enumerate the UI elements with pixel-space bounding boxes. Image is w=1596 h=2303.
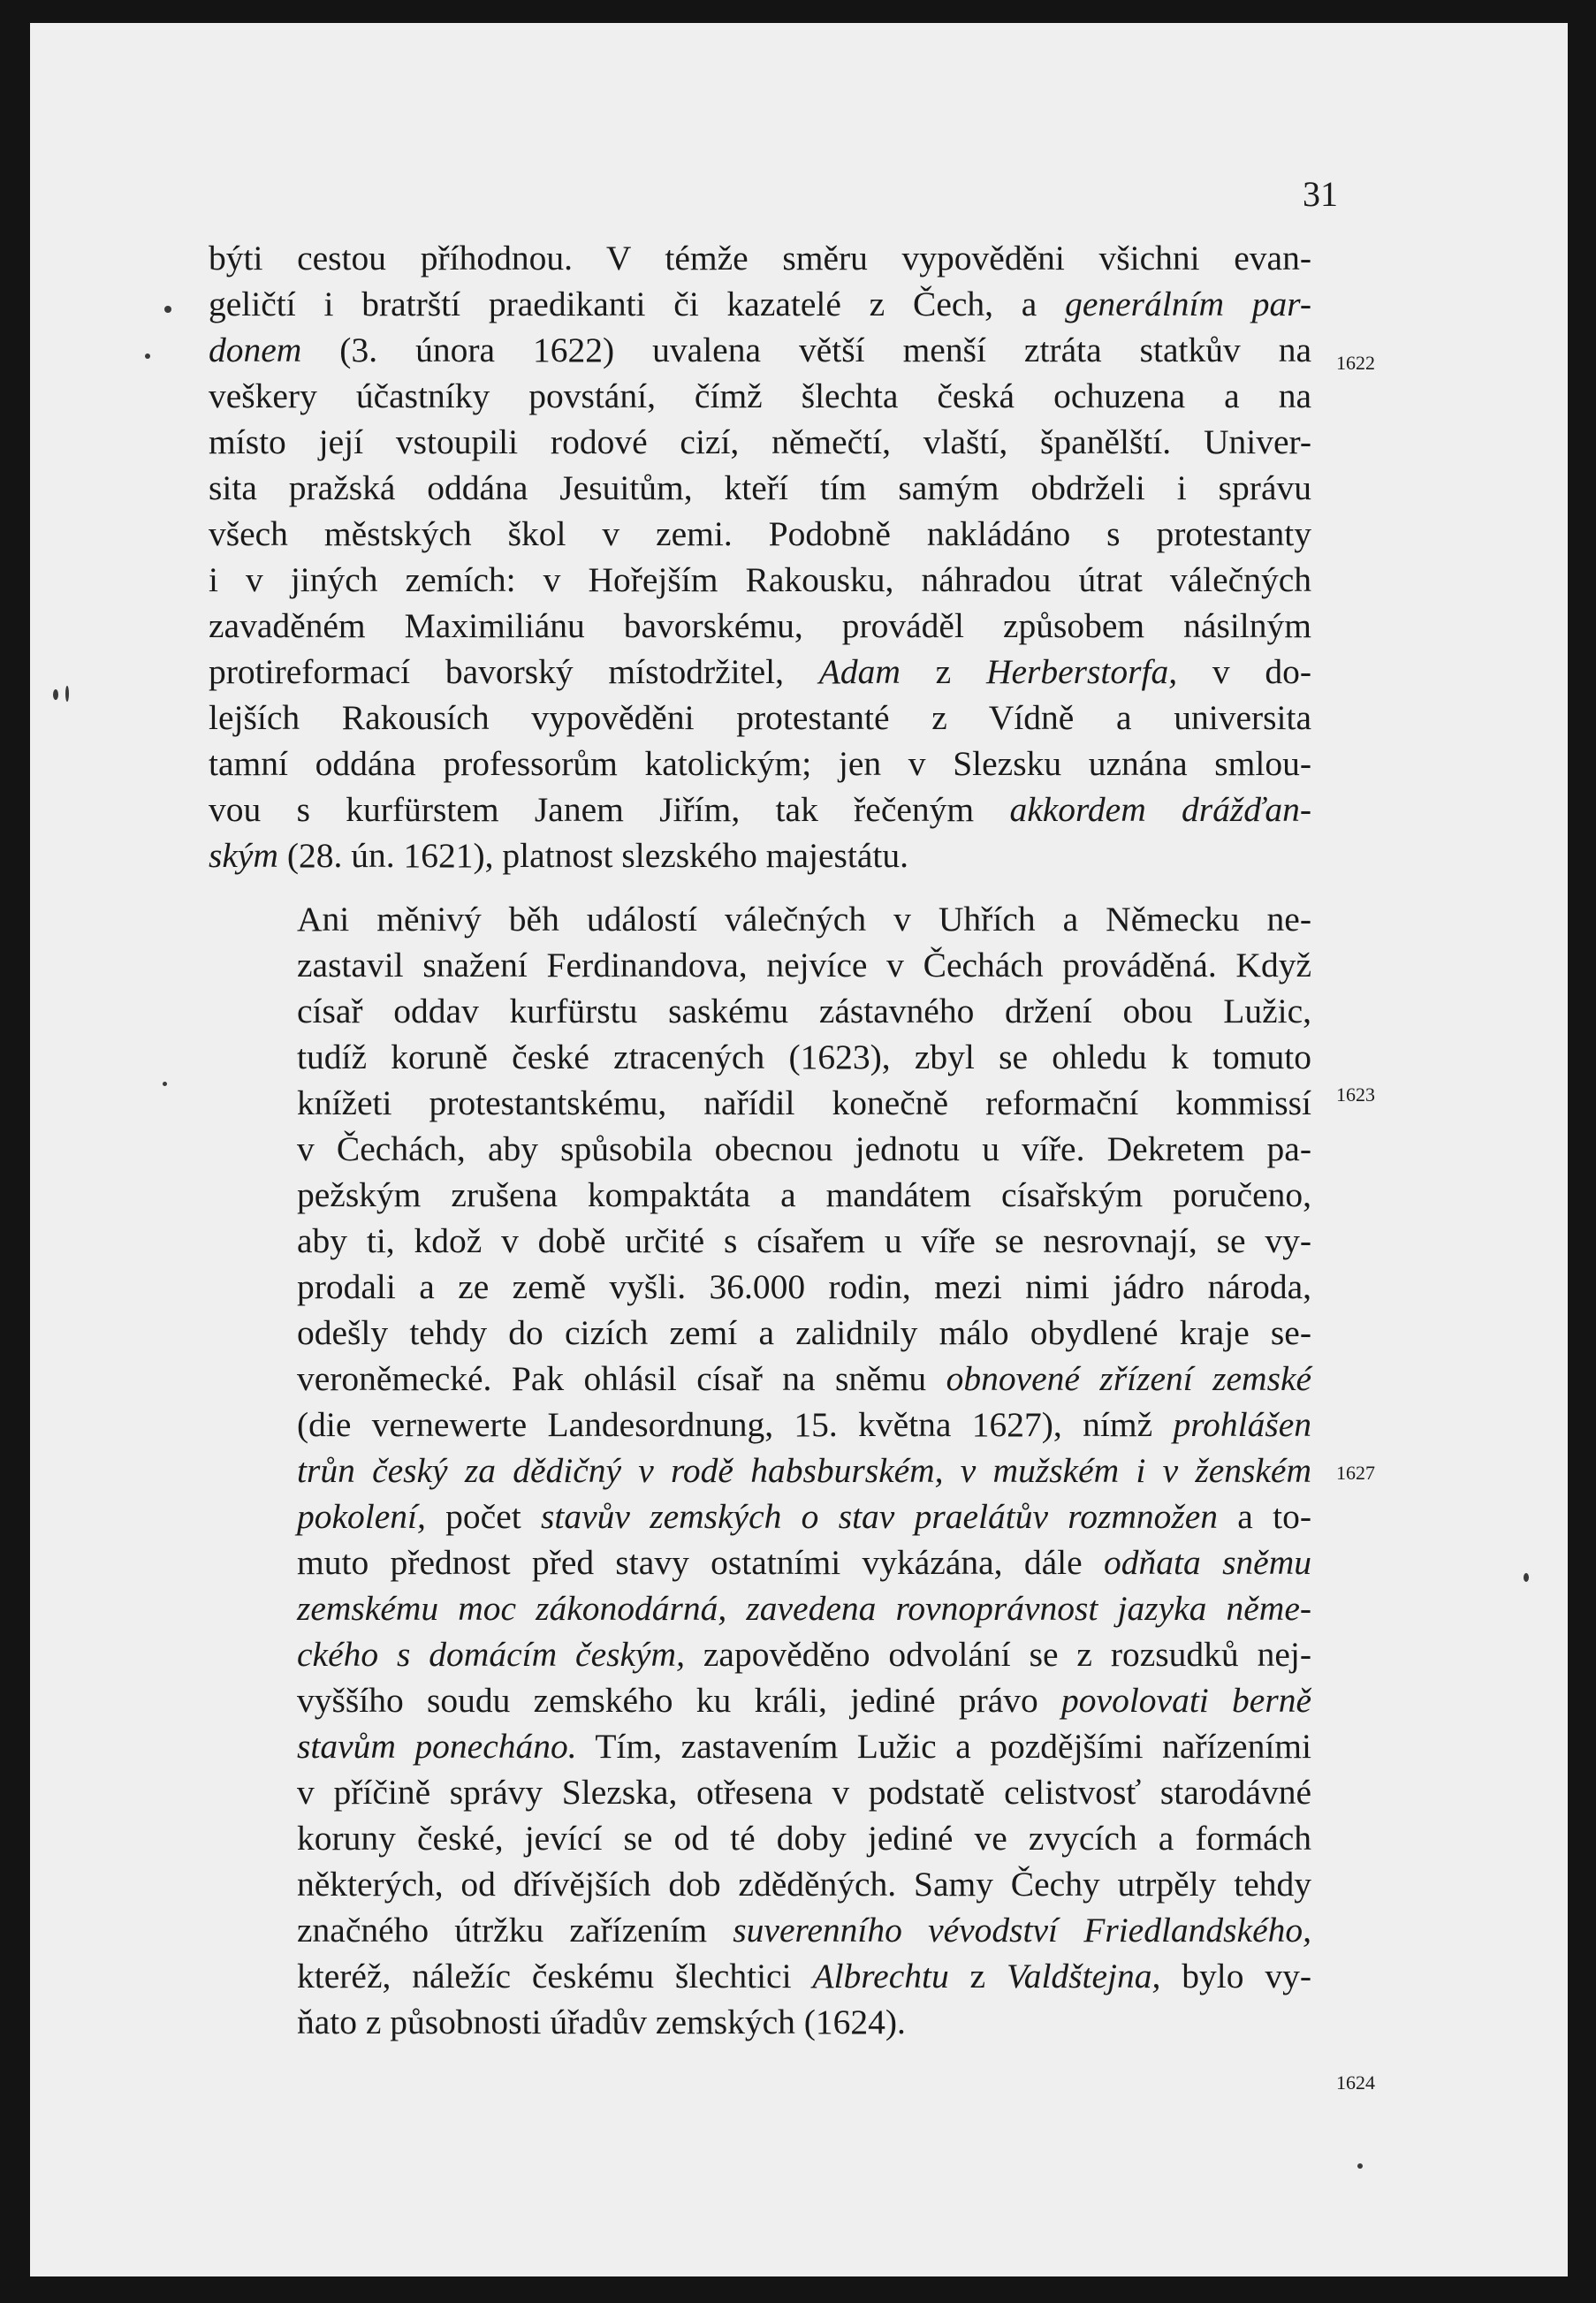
text-line: vyššího soudu zemského ku králi, jediné právo povolovati berně — [297, 1681, 1311, 1720]
text-line: tudíž koruně české ztracených (1623), zbyl se ohledu k tomuto — [297, 1037, 1311, 1076]
text-line: značného útržku zařízením suverenního vévodství Friedlandského, — [297, 1911, 1311, 1950]
text-line: pežským zrušena kompaktáta a mandátem císařským poručeno, — [297, 1175, 1311, 1214]
text-line: ckého s domácím českým, zapověděno odvolání se z rozsudků nej- — [297, 1635, 1311, 1674]
text-line: císař oddav kurfürstu saskému zástavného držení obou Lužic, — [297, 992, 1311, 1030]
scan-speck — [163, 1082, 167, 1086]
text-line: v Čechách, aby spůsobila obecnou jednotu u víře. Dekretem pa- — [297, 1129, 1311, 1168]
text-line: pokolení, počet stavův zemských o stav praelátův rozmnožen a to- — [297, 1497, 1311, 1536]
text-line: ňato z působnosti úřadův zemských (1624). — [297, 2003, 906, 2041]
text-line: koruny české, jevící se od té doby jediné ve zvycích a formách — [297, 1819, 1311, 1858]
scan-speck — [65, 686, 69, 702]
margin-year-1627: 1627 — [1336, 1462, 1375, 1484]
text-line: odešly tehdy do cizích zemí a zalidnily málo obydlené kraje se- — [297, 1313, 1311, 1352]
text-line: muto přednost před stavy ostatními vykázána, dále odňata sněmu — [297, 1543, 1311, 1582]
italic-term: trůn český za dědičný v rodě habsburském, v mužském i v ženském — [297, 1451, 1311, 1490]
italic-term: prohlášen — [1173, 1405, 1311, 1444]
text-line — [209, 1585, 1311, 1631]
italic-term: ckého s domácím českým, — [297, 1635, 685, 1674]
italic-term: Herberstorfa, — [985, 652, 1178, 691]
text-line: geličtí i bratrští praedikanti či kazatelé z Čech, a generálním par- — [209, 285, 1311, 323]
italic-term: ským — [209, 836, 278, 875]
italic-term: odňata sněmu — [1104, 1543, 1311, 1582]
body-text — [209, 235, 1311, 2045]
text-line: stavům ponecháno. Tím, zastavením Lužic a pozdějšími nařízeními — [297, 1727, 1312, 1766]
page-number: 31 — [1303, 174, 1338, 214]
paragraph-1 — [209, 235, 1311, 878]
italic-term: obnovené zřízení zemské — [946, 1359, 1312, 1398]
italic-term: Adam — [818, 652, 901, 691]
paragraph-2 — [209, 896, 1311, 2045]
scan-speck — [164, 306, 171, 313]
scan-speck — [1357, 2163, 1363, 2169]
italic-term: zavedena rovnoprávnost jazyka něme- — [746, 1589, 1312, 1628]
text-line: protireformací bavorský místodržitel, Adam z Herberstorfa, v do- — [209, 652, 1311, 691]
text-line: (die vernewerte Landesordnung, 15. května 1627), nímž prohlášen — [297, 1405, 1311, 1444]
text-line: zavaděném Maximiliánu bavorskému, prováděl způsobem násilným — [209, 606, 1311, 645]
italic-term: Albrechtu — [812, 1957, 949, 1995]
text-line: Ani měnivý běh událostí válečných v Uhřích a Německu ne- — [297, 900, 1311, 939]
text-line: zastavil snažení Ferdinandova, nejvíce v Čechách prováděná. Když — [297, 946, 1311, 984]
text-line: donem (3. února 1622) uvalena větší menší ztráta statkův na — [209, 331, 1311, 369]
text-line: býti cestou příhodnou. V témže směru vypověděni všichni evan- — [209, 239, 1311, 277]
text-line: lejších Rakousích vypověděni protestanté z Vídně a universita — [209, 698, 1311, 737]
italic-term: akkordem drážďan- — [1009, 790, 1311, 829]
text-line: všech městských škol v zemi. Podobně nakládáno s protestanty — [209, 514, 1311, 553]
text-line: aby ti, kdož v době určité s císařem u víře se nesrovnají, se vy- — [297, 1221, 1311, 1260]
text-line: místo její vstoupili rodové cizí, němečtí, vlaští, španělští. Univer- — [209, 422, 1311, 461]
text-line: prodali a ze země vyšli. 36.000 rodin, mezi nimi jádro národa, — [297, 1267, 1311, 1306]
margin-year-1622: 1622 — [1336, 352, 1375, 374]
italic-term: generálním par- — [1065, 285, 1311, 323]
text-line: veškery účastníky povstání, čímž šlechta česká ochuzena a na — [209, 376, 1311, 415]
margin-year-1623: 1623 — [1336, 1083, 1375, 1106]
text-line: i v jiných zemích: v Hořejším Rakousku, náhradou útrat válečných — [209, 560, 1311, 599]
italic-term: pokolení, — [297, 1497, 426, 1536]
text-line: tamní oddána professorům katolickým; jen v Slezsku uznána smlou- — [209, 744, 1311, 783]
text-line: v příčině správy Slezska, otřesena v podstatě celistvosť starodávné — [297, 1773, 1311, 1812]
text-line: vou s kurfürstem Janem Jiřím, tak řečeným akkordem drážďan- — [209, 790, 1311, 829]
italic-term: stavův zemských o stav praelátův rozmnožen — [541, 1497, 1218, 1536]
italic-term: stavům ponecháno. — [297, 1727, 577, 1766]
italic-term: suverenního vévodství Friedlandského, — [733, 1911, 1311, 1950]
text-line: sita pražská oddána Jesuitům, kteří tím samým obdrželi i správu — [209, 468, 1311, 507]
text-line: veroněmecké. Pak ohlásil císař na sněmu obnovené zřízení zemské — [297, 1359, 1312, 1398]
text-line: knížeti protestantskému, nařídil konečně reformační kommissí — [297, 1083, 1311, 1122]
italic-term: Valdštejna, — [1006, 1957, 1161, 1995]
text-line: kteréž, náležíc českému šlechtici Albrechtu z Valdštejna, bylo vy- — [297, 1957, 1311, 1995]
text-line — [209, 1448, 1311, 1494]
scan-speck — [145, 353, 150, 359]
italic-term: zemskému moc zákonodárná, — [297, 1589, 727, 1628]
margin-year-1624: 1624 — [1336, 2071, 1375, 2094]
italic-term: povolovati berně — [1061, 1681, 1311, 1720]
italic-term: donem — [209, 331, 302, 369]
text-line: některých, od dřívějších dob zděděných. Samy Čechy utrpěly tehdy — [297, 1865, 1311, 1904]
scan-speck — [53, 689, 58, 700]
scan-speck — [1524, 1573, 1529, 1582]
text-line: ským (28. ún. 1621), platnost slezského majestátu. — [209, 836, 909, 875]
